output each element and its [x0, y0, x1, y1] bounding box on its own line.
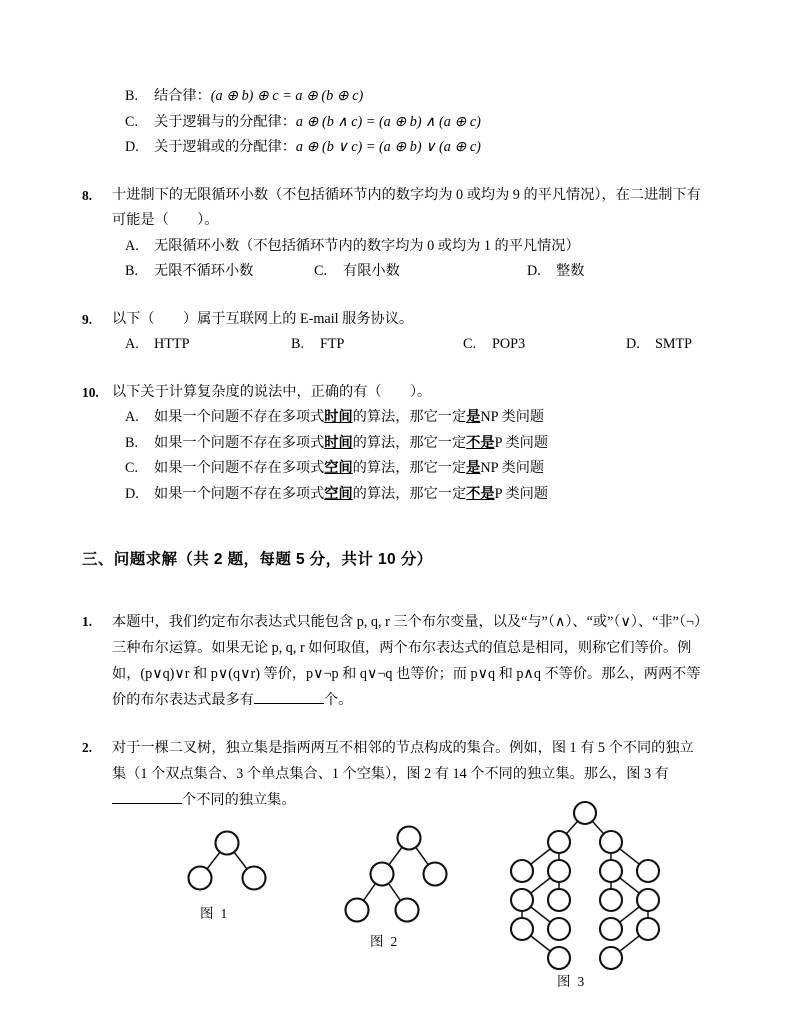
- problem-number: 1.: [82, 614, 93, 629]
- emphasis-term: 不是: [466, 485, 495, 502]
- option-text: 如果一个问题不存在多项式空间的算法，那它一定不是P 类问题: [154, 485, 549, 502]
- figure-caption-number: 3: [577, 974, 585, 989]
- tree-node: [396, 899, 419, 922]
- option-label: B.: [125, 434, 139, 451]
- question-10-stem-row: [82, 380, 704, 406]
- figure-1-caption: [200, 902, 227, 922]
- option-text: 如果一个问题不存在多项式时间的算法，那它一定是NP 类问题: [154, 409, 545, 425]
- tree-node: [637, 918, 659, 940]
- option-label: A.: [125, 336, 139, 352]
- option-expression: (a ⊕ b) ⊕ c = a ⊕ (b ⊕ c): [210, 88, 364, 104]
- option-row: [125, 405, 704, 431]
- figures-area: [82, 790, 704, 1005]
- problem-text: 对于一棵二叉树，独立集是指两两互不相邻的节点构成的集合。例如，图 1 有 5 个不同的独立集（1 个双点集合、3 个单点集合、1 个空集），图 2 有 14 个不同的独立集。那么，图 3 有个不同的独立集。: [112, 740, 694, 808]
- question-number: 8.: [82, 187, 93, 203]
- option-row: [125, 431, 704, 457]
- tree-node: [548, 889, 570, 911]
- tree-node: [637, 889, 659, 911]
- tree-node: [346, 899, 369, 922]
- figure-caption-label: 图: [557, 974, 571, 989]
- answer-blank[interactable]: [254, 690, 324, 704]
- figure-3-caption: [557, 970, 584, 990]
- section-heading-3: 三、问题求解（共 2 题，每题 5 分，共计 10 分）: [82, 551, 433, 568]
- question-stem: 以下关于计算复杂度的说法中，正确的有（ ）。: [112, 383, 432, 400]
- tree-node: [511, 860, 533, 882]
- tree-node: [216, 832, 239, 855]
- option-label: C.: [125, 460, 139, 476]
- option-text: 关于逻辑或的分配律：a ⊕ (b ∨ c) = (a ⊕ b) ∨ (a ⊕ c): [154, 139, 481, 155]
- tree-node: [189, 867, 212, 890]
- tree-2-graphic: [337, 822, 457, 930]
- option-text: SMTP: [655, 336, 693, 352]
- tree-node: [398, 827, 421, 850]
- question-number: 10.: [82, 384, 99, 400]
- option-row-inline: [125, 332, 704, 358]
- option-text: 有限小数: [343, 263, 400, 279]
- option-label: C.: [463, 336, 477, 352]
- option-text: HTTP: [154, 336, 190, 352]
- question-8: [82, 183, 704, 285]
- question-number: 9.: [82, 311, 93, 327]
- problem-text: 本题中，我们约定布尔表达式只能包含 p, q, r 三个布尔变量，以及“与”（∧）、“或”（∨）、“非”（¬）三种布尔运算。如果无论 p, q, r 如何取值，两个布尔表达式的值总是相同，则称它们等价。例如，(p∨q)∨r 和 p∨(q∨r) 等价，p∨¬p 和 q∨¬q 也等价；而 p∨q 和 p∧q 不等价。那么，两两不等价的布尔表达式最多有 个。: [112, 614, 702, 708]
- emphasis-term: 空间: [324, 485, 353, 502]
- tree-node: [574, 802, 596, 824]
- question-9-stem-row: [82, 307, 704, 333]
- option-text: 如果一个问题不存在多项式空间的算法，那它一定是NP 类问题: [154, 460, 545, 476]
- figure-caption-number: 2: [390, 934, 398, 949]
- option-label: D.: [125, 485, 139, 502]
- emphasis-term: 空间: [324, 460, 353, 476]
- problem-number: 2.: [82, 740, 93, 755]
- tree-node: [371, 863, 394, 886]
- option-row: [125, 84, 704, 110]
- tree-3-graphic: [497, 798, 672, 970]
- tree-node: [637, 860, 659, 882]
- document-body: [82, 84, 704, 813]
- option-label: B.: [125, 263, 139, 279]
- tree-node: [243, 867, 266, 890]
- problem-1: [82, 609, 704, 713]
- question-7-options: [82, 84, 704, 161]
- option-label: D.: [527, 263, 541, 279]
- option-label: C.: [314, 263, 328, 279]
- tree-node: [600, 831, 622, 853]
- option-row: [125, 234, 704, 260]
- question-8-stem-row: [82, 183, 704, 234]
- figure-2-caption: [370, 930, 397, 950]
- emphasis-term: 是: [466, 409, 481, 425]
- option-text: 无限循环小数（不包括循环节内的数字均为 0 或均为 1 的平凡情况）: [154, 237, 580, 254]
- option-expression: a ⊕ (b ∨ c) = (a ⊕ b) ∨ (a ⊕ c): [295, 139, 481, 155]
- option-text: 无限不循环小数: [154, 263, 254, 279]
- option-label: B.: [291, 336, 305, 352]
- option-text: 如果一个问题不存在多项式时间的算法，那它一定不是P 类问题: [154, 434, 549, 451]
- question-9: [82, 307, 704, 358]
- tree-node: [511, 889, 533, 911]
- tree-node: [600, 889, 622, 911]
- option-label: D.: [626, 336, 640, 352]
- question-10: [82, 380, 704, 508]
- option-text: FTP: [320, 336, 345, 352]
- option-row: [125, 110, 704, 136]
- option-label: C.: [125, 113, 139, 130]
- tree-node: [600, 860, 622, 882]
- tree-node: [548, 831, 570, 853]
- tree-node: [600, 918, 622, 940]
- option-label: D.: [125, 139, 139, 155]
- option-label: A.: [125, 409, 139, 425]
- emphasis-term: 时间: [324, 409, 353, 425]
- option-row: [125, 456, 704, 482]
- emphasis-term: 时间: [324, 434, 353, 451]
- tree-node: [424, 863, 447, 886]
- question-stem: 十进制下的无限循环小数（不包括循环节内的数字均为 0 或均为 9 的平凡情况），在二进制下有可能是（ ）。: [112, 186, 701, 228]
- option-row: [125, 135, 704, 161]
- tree-1-graphic: [172, 826, 282, 898]
- option-text: POP3: [492, 336, 526, 352]
- option-text: 结合律：(a ⊕ b) ⊕ c = a ⊕ (b ⊕ c): [154, 88, 364, 104]
- tree-node: [511, 918, 533, 940]
- option-label: A.: [125, 237, 139, 254]
- option-row: [125, 482, 704, 508]
- option-expression: a ⊕ (b ∧ c) = (a ⊕ b) ∧ (a ⊕ c): [295, 113, 481, 130]
- tree-node: [548, 860, 570, 882]
- emphasis-term: 是: [466, 460, 481, 476]
- tree-node: [548, 918, 570, 940]
- tree-node: [548, 947, 570, 969]
- question-stem: 以下（ ）属于互联网上的 E-mail 服务协议。: [112, 310, 414, 327]
- option-row-inline: [125, 259, 704, 285]
- figure-caption-label: 图: [200, 906, 214, 921]
- tree-node: [600, 947, 622, 969]
- option-text: 关于逻辑与的分配律：a ⊕ (b ∧ c) = (a ⊕ b) ∧ (a ⊕ c): [154, 113, 481, 130]
- figure-caption-label: 图: [370, 934, 384, 949]
- option-text: 整数: [556, 263, 585, 279]
- emphasis-term: 不是: [466, 434, 495, 451]
- option-label: B.: [125, 88, 139, 104]
- figure-caption-number: 1: [220, 906, 228, 921]
